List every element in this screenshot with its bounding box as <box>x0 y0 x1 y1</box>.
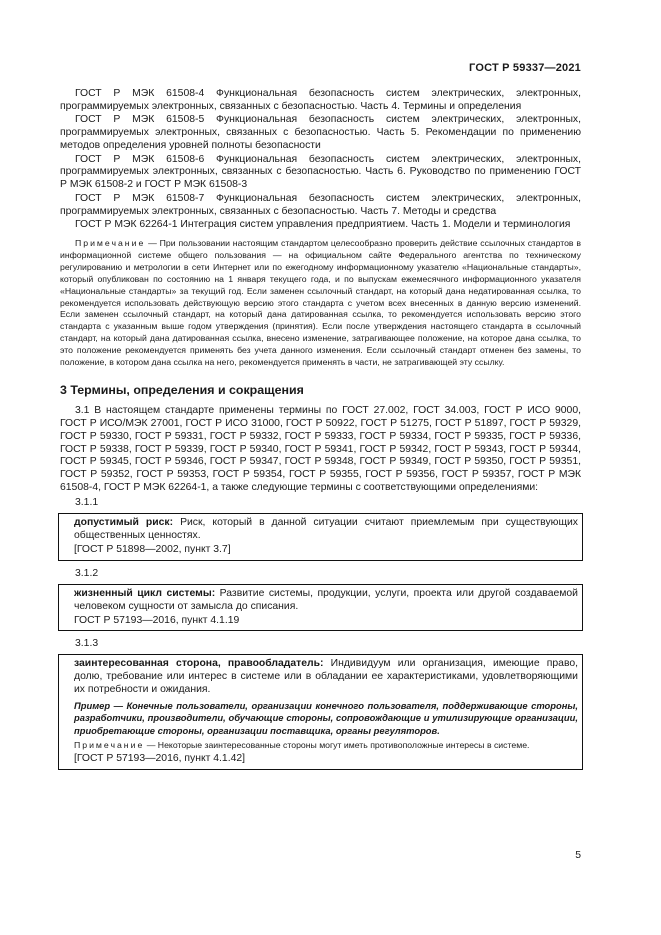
term-name: заинтересованная сторона, правообладатель: <box>74 658 324 670</box>
page-number: 5 <box>575 850 581 861</box>
term-source: [ГОСТ Р 51898—2002, пункт 3.7] <box>74 543 231 555</box>
term-box <box>58 584 583 632</box>
section-title: 3 Термины, определения и сокращения <box>60 382 304 397</box>
term-name: жизненный цикл системы: <box>74 587 216 599</box>
term-definition-text: Риск, который в данной ситуации считают приемлемым при существующих общественных ценностях. <box>74 517 578 541</box>
page-content <box>60 88 581 777</box>
term-number: 3.1.2 <box>75 567 99 579</box>
term-source: ГОСТ Р 57193—2016, пункт 4.1.19 <box>74 614 240 626</box>
reference-item: ГОСТ Р МЭК 61508-6 Функциональная безопасность систем электрических, электронных, программируемых электронных, связанных с безопасностью. Часть 6. Руководство по применению ГОСТ Р МЭК 61508-2 и ГОСТ Р МЭК 61508-3 <box>60 153 581 191</box>
term-box <box>58 513 583 561</box>
term-example <box>74 700 578 737</box>
term-note <box>74 740 578 752</box>
note-text: — При пользовании настоящим стандартом целесообразно проверить действие ссылочных стандартов в информационной системе общего пользования — на официальном сайте Федерального агентства по техническому регулированию и метрологии в сети Интернет или по ежегодному информационному указателю «Национальные стандарты», который опубликован по состоянию на 1 января текущего года, и по выпускам ежемесячного информационного указателя «Национальные стандарты» за текущий год. Если заменен ссылочный стандарт, на который дана недатированная ссылка, то рекомендуется использовать действующую версию этого стандарта с учетом всех внесенных в данную версию изменений. Если заменен ссылочный стандарт, на который дана датированная ссылка, то рекомендуется использовать версию этого стандарта с указанным выше годом утверждения (принятия). Если после утверждения настоящего стандарта в ссылочный стандарт, на который дана датированная ссылка, внесено изменение, затрагивающее положение, на которое дана ссылка, то это положение рекомендуется применять без учета данного изменения. Если ссылочный стандарт отменен без замены, то положение, в котором дана ссылка на него, рекомендуется применять в части, не затрагивающей эту ссылку. <box>60 237 581 368</box>
term-number: 3.1.3 <box>75 638 99 650</box>
term-number: 3.1.1 <box>75 497 99 509</box>
document-code-header: ГОСТ Р 59337—2021 <box>469 62 581 74</box>
references-note <box>60 238 581 369</box>
term-box <box>58 654 583 770</box>
reference-item: ГОСТ Р МЭК 61508-4 Функциональная безопасность систем электрических, электронных, программируемых электронных, связанных с безопасностью. Часть 4. Термины и определения <box>60 88 581 112</box>
example-text: — Конечные пользователи, организации конечного пользователя, поддерживающие стороны, разработчики, производители, обучающие стороны, сопровождающие и утилизирующие организации, приобретающие стороны, организации поставщика, органы регуляторов. <box>74 700 578 736</box>
note-text: — Некоторые заинтересованные стороны могут иметь противоположные интересы в системе. <box>144 740 530 751</box>
example-label: Пример <box>74 700 111 712</box>
reference-item: ГОСТ Р МЭК 61508-7 Функциональная безопасность систем электрических, электронных, программируемых электронных, связанных с безопасностью. Часть 7. Методы и средства <box>60 192 581 217</box>
term-name: допустимый риск: <box>74 517 174 529</box>
reference-item: ГОСТ Р МЭК 62264-1 Интеграция систем управления предприятием. Часть 1. Модели и терминология <box>75 219 571 231</box>
term-definition <box>74 517 578 543</box>
term-definition-text: Развитие системы, продукции, услуги, проекта или другой создаваемой человеком сущности от замысла до списания. <box>74 587 578 612</box>
reference-item: ГОСТ Р МЭК 61508-5 Функциональная безопасность систем электрических, электронных, программируемых электронных, связанных с безопасностью. Часть 5. Рекомендации по применению методов определения уровней полноты безопасности <box>60 114 581 152</box>
term-definition-text: Индивидуум или организация, имеющие право, долю, требование или интерес в системе или в обладании ее характеристиками, удовлетворяющими их потребности и ожидания. <box>74 658 579 696</box>
note-label: Примечание <box>75 237 146 248</box>
note-label: Примечание <box>74 740 145 751</box>
term-source: [ГОСТ Р 57193—2016, пункт 4.1.42] <box>74 753 246 765</box>
term-definition <box>74 658 578 697</box>
section-intro: 3.1 В настоящем стандарте применены термины по ГОСТ 27.002, ГОСТ 34.003, ГОСТ Р ИСО 9000, ГОСТ Р ИСО/МЭК 27001, ГОСТ Р ИСО 31000, ГОСТ Р 50922, ГОСТ Р 51275, ГОСТ Р 51897, ГОСТ Р 59329, ГОСТ Р 59330, ГОСТ Р 59331, ГОСТ Р 59332, ГОСТ Р 59333, ГОСТ Р 59334, ГОСТ Р 59335, ГОСТ Р 59336, ГОСТ Р 59338, ГОСТ Р 59339, ГОСТ Р 59340, ГОСТ Р 59341, ГОСТ Р 59342, ГОСТ Р 59343, ГОСТ Р 59344, ГОСТ Р 59345, ГОСТ Р 59346, ГОСТ Р 59347, ГОСТ Р 59348, ГОСТ Р 59349, ГОСТ Р 59350, ГОСТ Р 59351, ГОСТ Р 59352, ГОСТ Р 59353, ГОСТ Р 59354, ГОСТ Р 59355, ГОСТ Р 59356, ГОСТ Р 59357, ГОСТ Р МЭК 61508-4, ГОСТ Р МЭК 62264-1, а также следующие термины с соответствующими определениями: <box>60 404 581 494</box>
term-definition <box>74 588 578 614</box>
